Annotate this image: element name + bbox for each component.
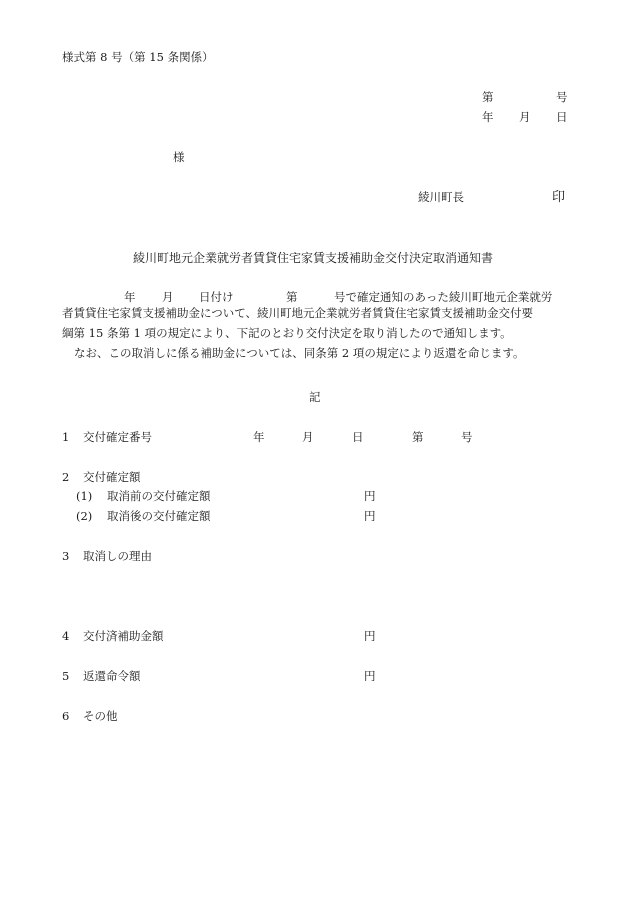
addressee-suffix: 様 (173, 150, 185, 164)
document-title: 綾川町地元企業就労者賃貸住宅家賃支援補助金交付決定取消通知書 (133, 251, 494, 265)
body-line4: なお、この取消しに係る補助金については、同条第 2 項の規定により返還を命じます。 (74, 346, 525, 360)
item2-number: 2 (62, 470, 70, 484)
body-date-suffix: 日付け (199, 290, 234, 304)
seal-mark: 印 (552, 190, 566, 205)
item5-label: 返還命令額 (83, 669, 141, 683)
item6-label: その他 (83, 709, 118, 723)
item4-unit: 円 (364, 629, 376, 643)
body-dai: 第 (286, 290, 298, 304)
body-line3: 綱第 15 条第 1 項の規定により、下記のとおり交付決定を取り消したので通知します。 (62, 326, 512, 340)
body-line2: 者賃貸住宅家賃支援補助金について、綾川町地元企業就労者賃貸住宅家賃支援補助金交付要 (62, 306, 534, 320)
item2-sub1-unit: 円 (364, 489, 376, 503)
ki-heading: 記 (309, 390, 321, 404)
date-month: 月 (519, 110, 531, 124)
item2-sub1-label: 取消前の交付確定額 (107, 489, 211, 503)
item2-sub1-number: (1) (76, 489, 93, 503)
body-line1-tail: 号で確定通知のあった綾川町地元企業就労 (334, 290, 553, 304)
item4-label: 交付済補助金額 (83, 629, 164, 643)
item2-sub2-label: 取消後の交付確定額 (107, 509, 211, 523)
item1-dai: 第 (412, 430, 424, 444)
item1-month: 月 (302, 430, 314, 444)
item3-label: 取消しの理由 (83, 549, 152, 563)
issuer-name: 綾川町長 (418, 190, 464, 204)
item3-number: 3 (62, 549, 70, 563)
body-year: 年 (124, 290, 136, 304)
body-paragraph (62, 303, 572, 363)
item6-number: 6 (62, 709, 70, 723)
date-year: 年 (482, 110, 494, 124)
form-label: 様式第 8 号（第 15 条関係） (62, 50, 214, 64)
item4-number: 4 (62, 629, 70, 643)
item1-go: 号 (461, 430, 473, 444)
item5-unit: 円 (364, 669, 376, 683)
item1-label: 交付確定番号 (83, 430, 152, 444)
date-day: 日 (556, 110, 568, 124)
item1-day: 日 (352, 430, 364, 444)
item2-label: 交付確定額 (83, 470, 141, 484)
item2-sub2-number: (2) (76, 509, 93, 523)
doc-number-dai: 第 (482, 90, 494, 104)
item1-number: 1 (62, 430, 70, 444)
item2-sub2-unit: 円 (364, 509, 376, 523)
body-month: 月 (162, 290, 174, 304)
item1-year: 年 (253, 430, 265, 444)
item5-number: 5 (62, 669, 70, 683)
doc-number-go: 号 (556, 90, 568, 104)
